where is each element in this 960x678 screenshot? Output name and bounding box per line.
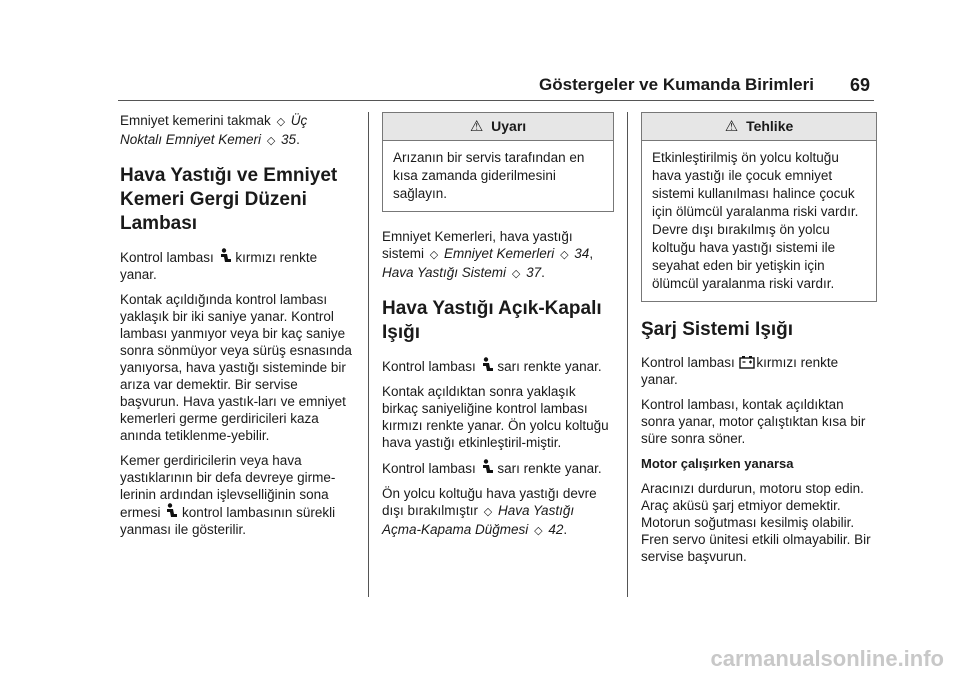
page-number: 69 xyxy=(849,74,870,95)
warning-box-header: ⚠ Uyarı xyxy=(383,113,613,141)
warning-box-body: Arızanın bir servis tarafından en kısa zamanda giderilmesini sağlayın. xyxy=(393,150,585,201)
warning-triangle-icon: ⚠ xyxy=(469,118,484,135)
reference-arrow-icon: ◇ xyxy=(483,506,493,518)
xref-link-seat-belts[interactable]: Emniyet Kemerleri xyxy=(444,246,555,261)
xref-link-three-point-belt[interactable]: Üç Noktalı Emniyet Kemeri xyxy=(120,113,308,147)
column-divider-1 xyxy=(368,112,369,597)
paragraph-onoff-behavior: Kontak açıldıktan sonra yaklaşık birkaç saniyeliğine kontrol lambası kırmızı renkte yanar. Ön yolcu koltuğu hava yastığı etkinleştiril-miştir. xyxy=(382,384,609,450)
paragraph-charging-red: Kontrol lambası kırmızı renkte yanar. xyxy=(641,355,839,387)
xref-link-airbag-switch[interactable]: Hava Yastığı Açma-Kapama Düğmesi xyxy=(382,503,575,537)
airbag-seat-icon xyxy=(218,248,232,264)
danger-box xyxy=(641,112,877,302)
header-divider xyxy=(118,100,874,101)
column-2 xyxy=(382,112,614,548)
reference-arrow-icon: ◇ xyxy=(511,268,521,280)
section-heading-charging: Şarj Sistemi Işığı xyxy=(641,319,794,340)
paragraph-seatbelt-ref: Emniyet kemerini takmak ◇ Üç Noktalı Emniyet Kemeri ◇ 35. xyxy=(120,112,352,150)
section-heading-airbag-lamp: Hava Yastığı ve Emniyet Kemeri Gergi Düzeni Lambası xyxy=(120,165,338,234)
column-3 xyxy=(641,112,877,573)
danger-box-body: Etkinleştirilmiş ön yolcu koltuğu hava yastığı ile çocuk emniyet sistemi kullanılması halince çocuk için ölümcül yaralanma riski vardır. Devre dışı bırakılmış ön yolcu koltuğu hava yastığı sistemi ile seyahat eden bir yetişkin için ölümcül yaralanma riski vardır. xyxy=(652,150,859,291)
paragraph-pretensioner: Kemer gerdiricilerin veya hava yastıklarının bir defa devreye girme-lerinin ardından işlevselliğinin sona ermesi kontrol lambasının sürekli yanması ile gösterilir. xyxy=(120,453,336,537)
reference-arrow-icon: ◇ xyxy=(266,135,276,147)
airbag-off-seat-icon xyxy=(480,357,494,373)
subheading-engine-running: Motor çalışırken yanarsa xyxy=(641,456,794,471)
section-heading-airbag-onoff: Hava Yastığı Açık-Kapalı Işığı xyxy=(382,298,602,343)
page-header-title: Göstergeler ve Kumanda Birimleri xyxy=(539,75,814,94)
xref-link-airbag-system[interactable]: Hava Yastığı Sistemi xyxy=(382,265,507,280)
paragraph-lamp-behavior: Kontak açıldığında kontrol lambası yaklaşık bir iki saniye yanar. Kontrol lambası yanmıyor veya bir kaç saniye sonra sönmüyor veya sürüş esnasında yanıyorsa, hava yastığı sisteminde bir arıza var demektir. Bir servise başvurun. Hava yastık-ları ve emniyet kemerleri germe gerdiricileri kaza anında tetiklenme-yebilir. xyxy=(120,292,352,443)
watermark-text: carmanualsonline.info xyxy=(710,646,944,671)
xref-page-34[interactable]: 34 xyxy=(574,246,590,261)
warning-triangle-icon: ⚠ xyxy=(724,118,739,135)
airbag-off-seat-icon xyxy=(480,459,494,475)
reference-arrow-icon: ◇ xyxy=(560,249,569,261)
paragraph-belt-airbag-ref: Emniyet Kemerleri, hava yastığı sistemi ◇ Emniyet Kemerleri ◇ 34, Hava Yastığı Sistemi ◇ 37. xyxy=(382,228,614,283)
paragraph-passenger-disabled: Ön yolcu koltuğu hava yastığı devre dışı bırakılmıştır ◇ Hava Yastığı Açma-Kapama Düğmesi ◇ 42. xyxy=(382,485,614,540)
paragraph-lamp-red: Kontrol lambası kırmızı renkte yanar. xyxy=(120,250,318,282)
paragraph-charging-action: Aracınızı durdurun, motoru stop edin. Araç aküsü şarj etmiyor demektir. Motorun soğutması kesilmiş olabilir. Fren servo ünitesi etkili olmayabilir. Bir servise başvurun. xyxy=(641,481,871,564)
reference-arrow-icon: ◇ xyxy=(276,116,286,128)
reference-arrow-icon: ◇ xyxy=(534,525,543,537)
warning-box xyxy=(382,112,614,212)
column-divider-2 xyxy=(627,112,628,597)
page-header xyxy=(539,70,870,100)
battery-icon xyxy=(739,355,753,371)
xref-page-37[interactable]: 37 xyxy=(526,265,542,280)
reference-arrow-icon: ◇ xyxy=(429,249,439,261)
xref-page-42[interactable]: 42 xyxy=(548,522,564,537)
paragraph-charging-behavior: Kontrol lambası, kontak açıldıktan sonra yanar, motor çalıştıktan kısa bir süre sonra söner. xyxy=(641,397,866,446)
paragraph-onoff-yellow-2: Kontrol lambası sarı renkte yanar. xyxy=(382,461,602,476)
danger-box-header: ⚠ Tehlike xyxy=(642,113,876,141)
airbag-seat-icon xyxy=(164,503,178,519)
paragraph-onoff-yellow: Kontrol lambası sarı renkte yanar. xyxy=(382,359,602,374)
column-1 xyxy=(120,112,352,546)
xref-page-35[interactable]: 35 xyxy=(281,132,297,147)
